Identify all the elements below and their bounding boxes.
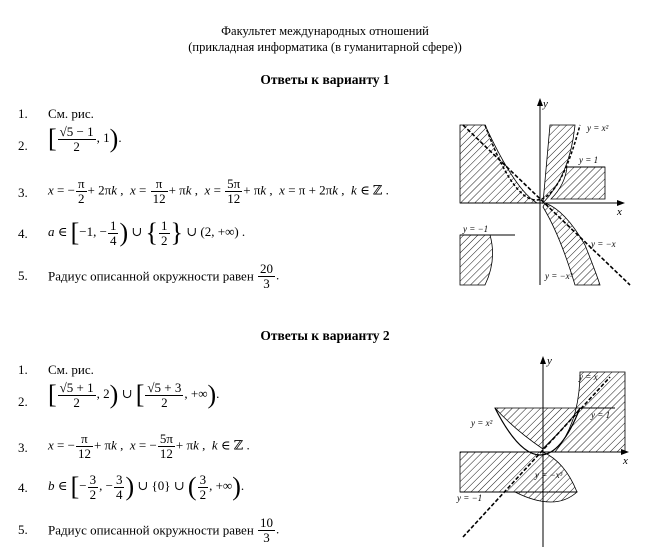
label: y = 1 (591, 410, 611, 420)
hatched-region (460, 125, 537, 203)
answer-number: 3. (18, 440, 28, 455)
variant2-graph (455, 352, 635, 552)
answer-formula: [ $\frac{√5 + 1}{2}$ , 2) ∪ [ $\frac{√5 + 3}{2}$ , +∞). (48, 379, 220, 410)
y-axis-arrow (540, 356, 546, 364)
answer-number: 4. (18, 480, 28, 495)
answer-formula: b ∈ [− $\frac{3}{2}$ , − $\frac{3}{4}$ ) ∪ {0} ∪ ( $\frac{3}{2}$ , +∞). (48, 471, 245, 502)
answer-formula: x = − $\frac{\pi}{12}$ + πk , x = − $\frac{5\pi}{12}$ + πk , k ∈ ℤ . (48, 431, 250, 461)
answer-number: 2. (18, 138, 28, 153)
answer-number: 5. (18, 268, 28, 283)
label: y = x² (471, 418, 493, 428)
answer-number: 5. (18, 522, 28, 537)
x-axis-label: x (623, 455, 628, 467)
answer-formula: [ $\frac{√5 - 1}{2}$ , 1). (48, 123, 122, 154)
answer-text: Радиус описанной окружности равен $\frac{20}{3}$ . (48, 261, 280, 291)
label: y = −1 (463, 224, 489, 234)
label: y = −x (591, 239, 616, 249)
answer-text: См. рис. (48, 106, 94, 121)
faculty-subtitle: (прикладная информатика (в гуманитарной сфере)) (188, 40, 462, 54)
answer-formula: x = − $\frac{\pi}{2}$ + 2πk , x = $\frac{\pi}{12}$ + πk , x = $\frac{5\pi}{12}$ + πk , x = π + 2πk , k ∈ ℤ . (48, 176, 389, 206)
answer-number: 1. (18, 362, 28, 377)
label: y = x (579, 372, 598, 382)
answer-number: 4. (18, 226, 28, 241)
faculty-title: Факультет международных отношений (221, 24, 429, 38)
answer-number: 2. (18, 394, 28, 409)
variant1-graph (455, 95, 635, 290)
label: y = −x³ (535, 470, 563, 480)
hatched-region (460, 235, 493, 285)
answer-text: См. рис. (48, 362, 94, 377)
label: y = −x³ (545, 271, 573, 281)
y-axis-label: y (547, 355, 552, 367)
label: y = −1 (457, 493, 483, 503)
variant1-title: Ответы к варианту 1 (260, 72, 390, 87)
answer-text: Радиус описанной окружности равен $\frac{10}{3}$ . (48, 515, 280, 545)
answer-formula: a ∈ [−1, − $\frac{1}{4}$ ) ∪ { $\frac{1}{2}$ } ∪ (2, +∞) . (48, 217, 246, 248)
label: y = 1 (579, 155, 599, 165)
y-axis-label: y (543, 98, 548, 110)
hatched-region (515, 492, 577, 502)
x-axis-label: x (617, 206, 622, 218)
answer-number: 1. (18, 106, 28, 121)
answer-number: 3. (18, 185, 28, 200)
label: y = x² (587, 123, 609, 133)
variant2-title: Ответы к варианту 2 (260, 328, 390, 343)
